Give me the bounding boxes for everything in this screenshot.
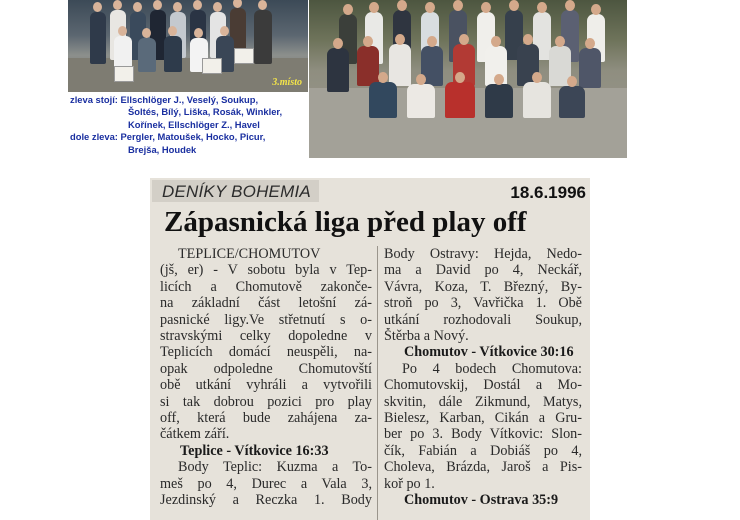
- person-figure: [164, 36, 182, 72]
- article-line: meš po 4, Durec a Vala 3,: [160, 475, 372, 492]
- person-head: [395, 34, 405, 45]
- caption-line-4: dole zleva: Pergler, Matoušek, Hocko, Picur,: [70, 131, 266, 143]
- article-line: skvitin, dále Zikmund, Matys,: [384, 393, 582, 410]
- article-line: TEPLICE/CHOMUTOV: [178, 246, 321, 262]
- person-head: [343, 4, 353, 15]
- person-head: [93, 2, 102, 12]
- person-figure: [579, 48, 601, 88]
- team-photo-top-right: [309, 0, 627, 158]
- article-headline: Zápasnická liga před play off: [164, 206, 527, 238]
- person-figure: [485, 84, 513, 118]
- team-photo-top-left: [68, 0, 308, 92]
- article-line: Chomutov - Ostrava 35:9: [404, 492, 559, 509]
- person-figure: [523, 82, 551, 118]
- article-line: off, která bude zahájena za-: [160, 410, 372, 427]
- person-head: [459, 34, 469, 45]
- article-column-right: [384, 246, 582, 509]
- person-figure: [389, 44, 411, 86]
- article-line: Choleva, Brázda, Jaroš a Pis-: [384, 459, 582, 476]
- person-head: [491, 36, 501, 47]
- person-head: [369, 2, 379, 13]
- person-head: [118, 26, 127, 36]
- person-head: [142, 28, 151, 38]
- person-head: [153, 0, 162, 10]
- article-line: stravskými celky dopoledne v: [160, 328, 372, 345]
- person-head: [425, 2, 435, 13]
- caption-line-5: Brejša, Houdek: [128, 143, 197, 155]
- newspaper-masthead: DENÍKY BOHEMIA: [152, 180, 319, 202]
- article-line: stroň po 3, Vavřička 1. Obě: [384, 295, 582, 312]
- article-line: koř po 1.: [384, 475, 435, 492]
- person-head: [555, 36, 565, 47]
- person-head: [193, 0, 202, 10]
- person-figure: [254, 10, 272, 64]
- person-figure: [559, 86, 585, 118]
- person-figure: [90, 12, 106, 64]
- article-line: ma a David po 4, Neckář,: [384, 262, 582, 279]
- person-figure: [357, 46, 379, 86]
- photo-caption: [70, 94, 310, 156]
- person-head: [523, 34, 533, 45]
- person-figure: [369, 82, 397, 118]
- person-head: [537, 2, 547, 13]
- person-head: [363, 36, 373, 47]
- article-line: Chomutovskij, Dostál a Mo-: [384, 377, 582, 394]
- article-line: Body Ostravy: Hejda, Nedo-: [384, 246, 582, 262]
- article-line: si tak dobrou pozici pro play: [160, 393, 372, 410]
- article-line: Po 4 bodech Chomutova:: [402, 360, 582, 377]
- person-head: [194, 28, 203, 38]
- article-line: Jezdinský a Reczka 1. Body: [160, 492, 372, 509]
- article-line: Teplice - Vítkovice 16:33: [180, 442, 329, 459]
- person-figure: [445, 82, 475, 118]
- person-head: [397, 0, 407, 11]
- article-line: pasnické ligy.Ve střetnutí s o-: [160, 311, 372, 328]
- article-line: Body Teplic: Kuzma a To-: [178, 459, 372, 476]
- person-figure: [327, 48, 349, 92]
- person-head: [585, 38, 595, 49]
- article-date: 18.6.1996: [510, 183, 586, 202]
- article-line: Chomutov - Vítkovice 30:16: [404, 344, 574, 361]
- article-line: Vávra, Koza, T. Březný, By-: [384, 278, 582, 295]
- person-head: [168, 26, 177, 36]
- article-line: (jš, er) - V sobotu byla v Tep-: [160, 262, 372, 279]
- person-head: [591, 4, 601, 15]
- person-figure: [138, 38, 156, 72]
- person-head: [378, 72, 388, 83]
- caption-line-1: zleva stojí: Ellschlöger J., Veselý, Soukup,: [70, 94, 259, 105]
- person-head: [509, 0, 519, 11]
- person-head: [494, 74, 504, 85]
- person-head: [427, 36, 437, 47]
- article-line: Teplicích domácí neuspěli, na-: [160, 344, 372, 361]
- article-column-left: [160, 246, 372, 509]
- person-head: [113, 0, 122, 10]
- person-head: [333, 38, 343, 49]
- diploma-sign: [114, 66, 134, 82]
- person-head: [233, 0, 242, 8]
- place-caption: 3.místo: [272, 77, 302, 88]
- person-head: [258, 0, 267, 10]
- person-head: [532, 72, 542, 83]
- article-line: čík, Fabián a Dobiáš po 4,: [384, 442, 582, 459]
- person-head: [173, 2, 182, 12]
- article-line: opak odpoledne Chomutovští: [160, 360, 372, 377]
- article-line: obě utkání vyhráli a vytvořili: [160, 377, 372, 394]
- diploma-sign: [234, 48, 254, 64]
- person-head: [567, 76, 577, 87]
- article-line: utkání rozhodovali Soukup,: [384, 311, 582, 328]
- caption-line-3: Kořínek, Ellschlöger Z., Havel: [128, 118, 260, 130]
- person-head: [455, 72, 465, 83]
- caption-line-2: Šoltés, Bílý, Liška, Rosák, Winkler,: [128, 106, 283, 118]
- person-head: [565, 0, 575, 11]
- person-head: [416, 74, 426, 85]
- article-line: licích a Chomutově zakonče-: [160, 278, 372, 295]
- article-line: ber po 3. Body Vítkovic: Slon-: [384, 426, 582, 443]
- article-line: Štěrba a Nový.: [384, 328, 469, 345]
- person-head: [213, 2, 222, 12]
- person-head: [220, 26, 229, 36]
- newspaper-clipping: [150, 178, 590, 520]
- person-head: [453, 0, 463, 11]
- person-figure: [407, 84, 435, 118]
- article-line: na základní část letošní zá-: [160, 295, 372, 312]
- person-head: [481, 2, 491, 13]
- diploma-sign: [202, 58, 222, 74]
- person-head: [133, 2, 142, 12]
- article-line: Bielesz, Karban, Cikán a Gru-: [384, 410, 582, 427]
- article-line: čátkem září.: [160, 426, 230, 443]
- column-divider: [377, 246, 378, 520]
